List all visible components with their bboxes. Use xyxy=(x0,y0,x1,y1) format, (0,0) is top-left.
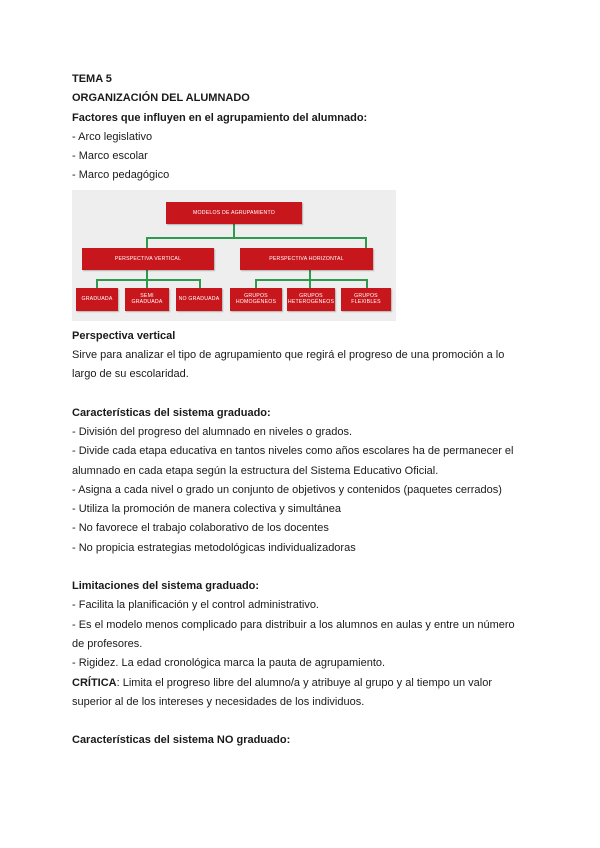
grouping-models-diagram xyxy=(72,190,396,321)
diagram-leaf-box: GRUPOS HETEROGÉNEOS xyxy=(287,288,335,311)
connector-line xyxy=(255,279,257,288)
connector-line xyxy=(146,279,148,288)
connector-line xyxy=(199,279,201,288)
topic-number: TEMA 5 xyxy=(72,73,112,85)
connector-line xyxy=(233,224,235,238)
list-item: - Divide cada etapa educativa en tantos niveles como años escolares ha de permanecer el xyxy=(72,445,514,458)
connector-line xyxy=(96,279,200,281)
diagram-vertical-box: PERSPECTIVA VERTICAL xyxy=(82,248,214,270)
paragraph-line: Sirve para analizar el tipo de agrupamiento que regirá el progreso de una promoción a lo xyxy=(72,349,505,362)
diagram-leaf-box: GRUPOS FLEXIBLES xyxy=(341,288,391,311)
list-item: - Rigidez. La edad cronológica marca la pauta de agrupamiento. xyxy=(72,657,386,670)
connector-line xyxy=(366,279,368,288)
factor-item: - Arco legislativo xyxy=(72,130,153,143)
critique-label: CRÍTICA xyxy=(72,676,117,689)
list-item: - Es el modelo menos complicado para distribuir a los alumnos en aulas y entre un número xyxy=(72,618,515,631)
list-item: - Asigna a cada nivel o grado un conjunto de objetivos y contenidos (paquetes cerrados) xyxy=(72,483,502,496)
diagram-root-box: MODELOS DE AGRUPAMIENTO xyxy=(166,202,302,224)
diagram-leaf-box: SEMI GRADUADA xyxy=(125,288,169,311)
factor-item: - Marco escolar xyxy=(72,150,148,163)
list-item: - División del progreso del alumnado en niveles o grados. xyxy=(72,425,353,438)
document-page xyxy=(72,70,532,750)
section-heading: Características del sistema NO graduado: xyxy=(72,734,291,747)
connector-line xyxy=(365,237,367,248)
list-item: alumnado en cada etapa según la estructura del Sistema Educativo Oficial. xyxy=(72,464,439,477)
diagram-leaf-box: GRADUADA xyxy=(76,288,118,311)
list-item: - No favorece el trabajo colaborativo de los docentes xyxy=(72,522,329,535)
critique-line xyxy=(72,674,532,693)
list-item: - Facilita la planificación y el control administrativo. xyxy=(72,599,319,612)
paragraph-line: largo de su escolaridad. xyxy=(72,368,189,381)
connector-line xyxy=(96,279,98,288)
factor-item: - Marco pedagógico xyxy=(72,169,170,182)
diagram-leaf-box: GRUPOS HOMOGÉNEOS xyxy=(230,288,282,311)
factors-heading: Factores que influyen en el agrupamiento del alumnado: xyxy=(72,111,368,124)
diagram-leaf-box: NO GRADUADA xyxy=(176,288,222,311)
list-item: de profesores. xyxy=(72,637,143,650)
topic-title: ORGANIZACIÓN DEL ALUMNADO xyxy=(72,92,250,105)
diagram-horizontal-box: PERSPECTIVA HORIZONTAL xyxy=(240,248,373,270)
section-heading: Características del sistema graduado: xyxy=(72,406,271,419)
connector-line xyxy=(309,279,311,288)
connector-line xyxy=(146,237,148,248)
list-item: - No propicia estrategias metodológicas individualizadoras xyxy=(72,541,356,554)
connector-line xyxy=(255,279,367,281)
section-heading: Limitaciones del sistema graduado: xyxy=(72,580,260,593)
connector-line xyxy=(146,237,366,239)
list-item: - Utiliza la promoción de manera colectiva y simultánea xyxy=(72,503,342,516)
section-heading: Perspectiva vertical xyxy=(72,329,176,342)
critique-text: : Limita el progreso libre del alumno/a y atribuye al grupo y al tiempo un valor xyxy=(116,676,493,689)
paragraph-line: superior al de los intereses y necesidades de los individuos. xyxy=(72,695,365,708)
